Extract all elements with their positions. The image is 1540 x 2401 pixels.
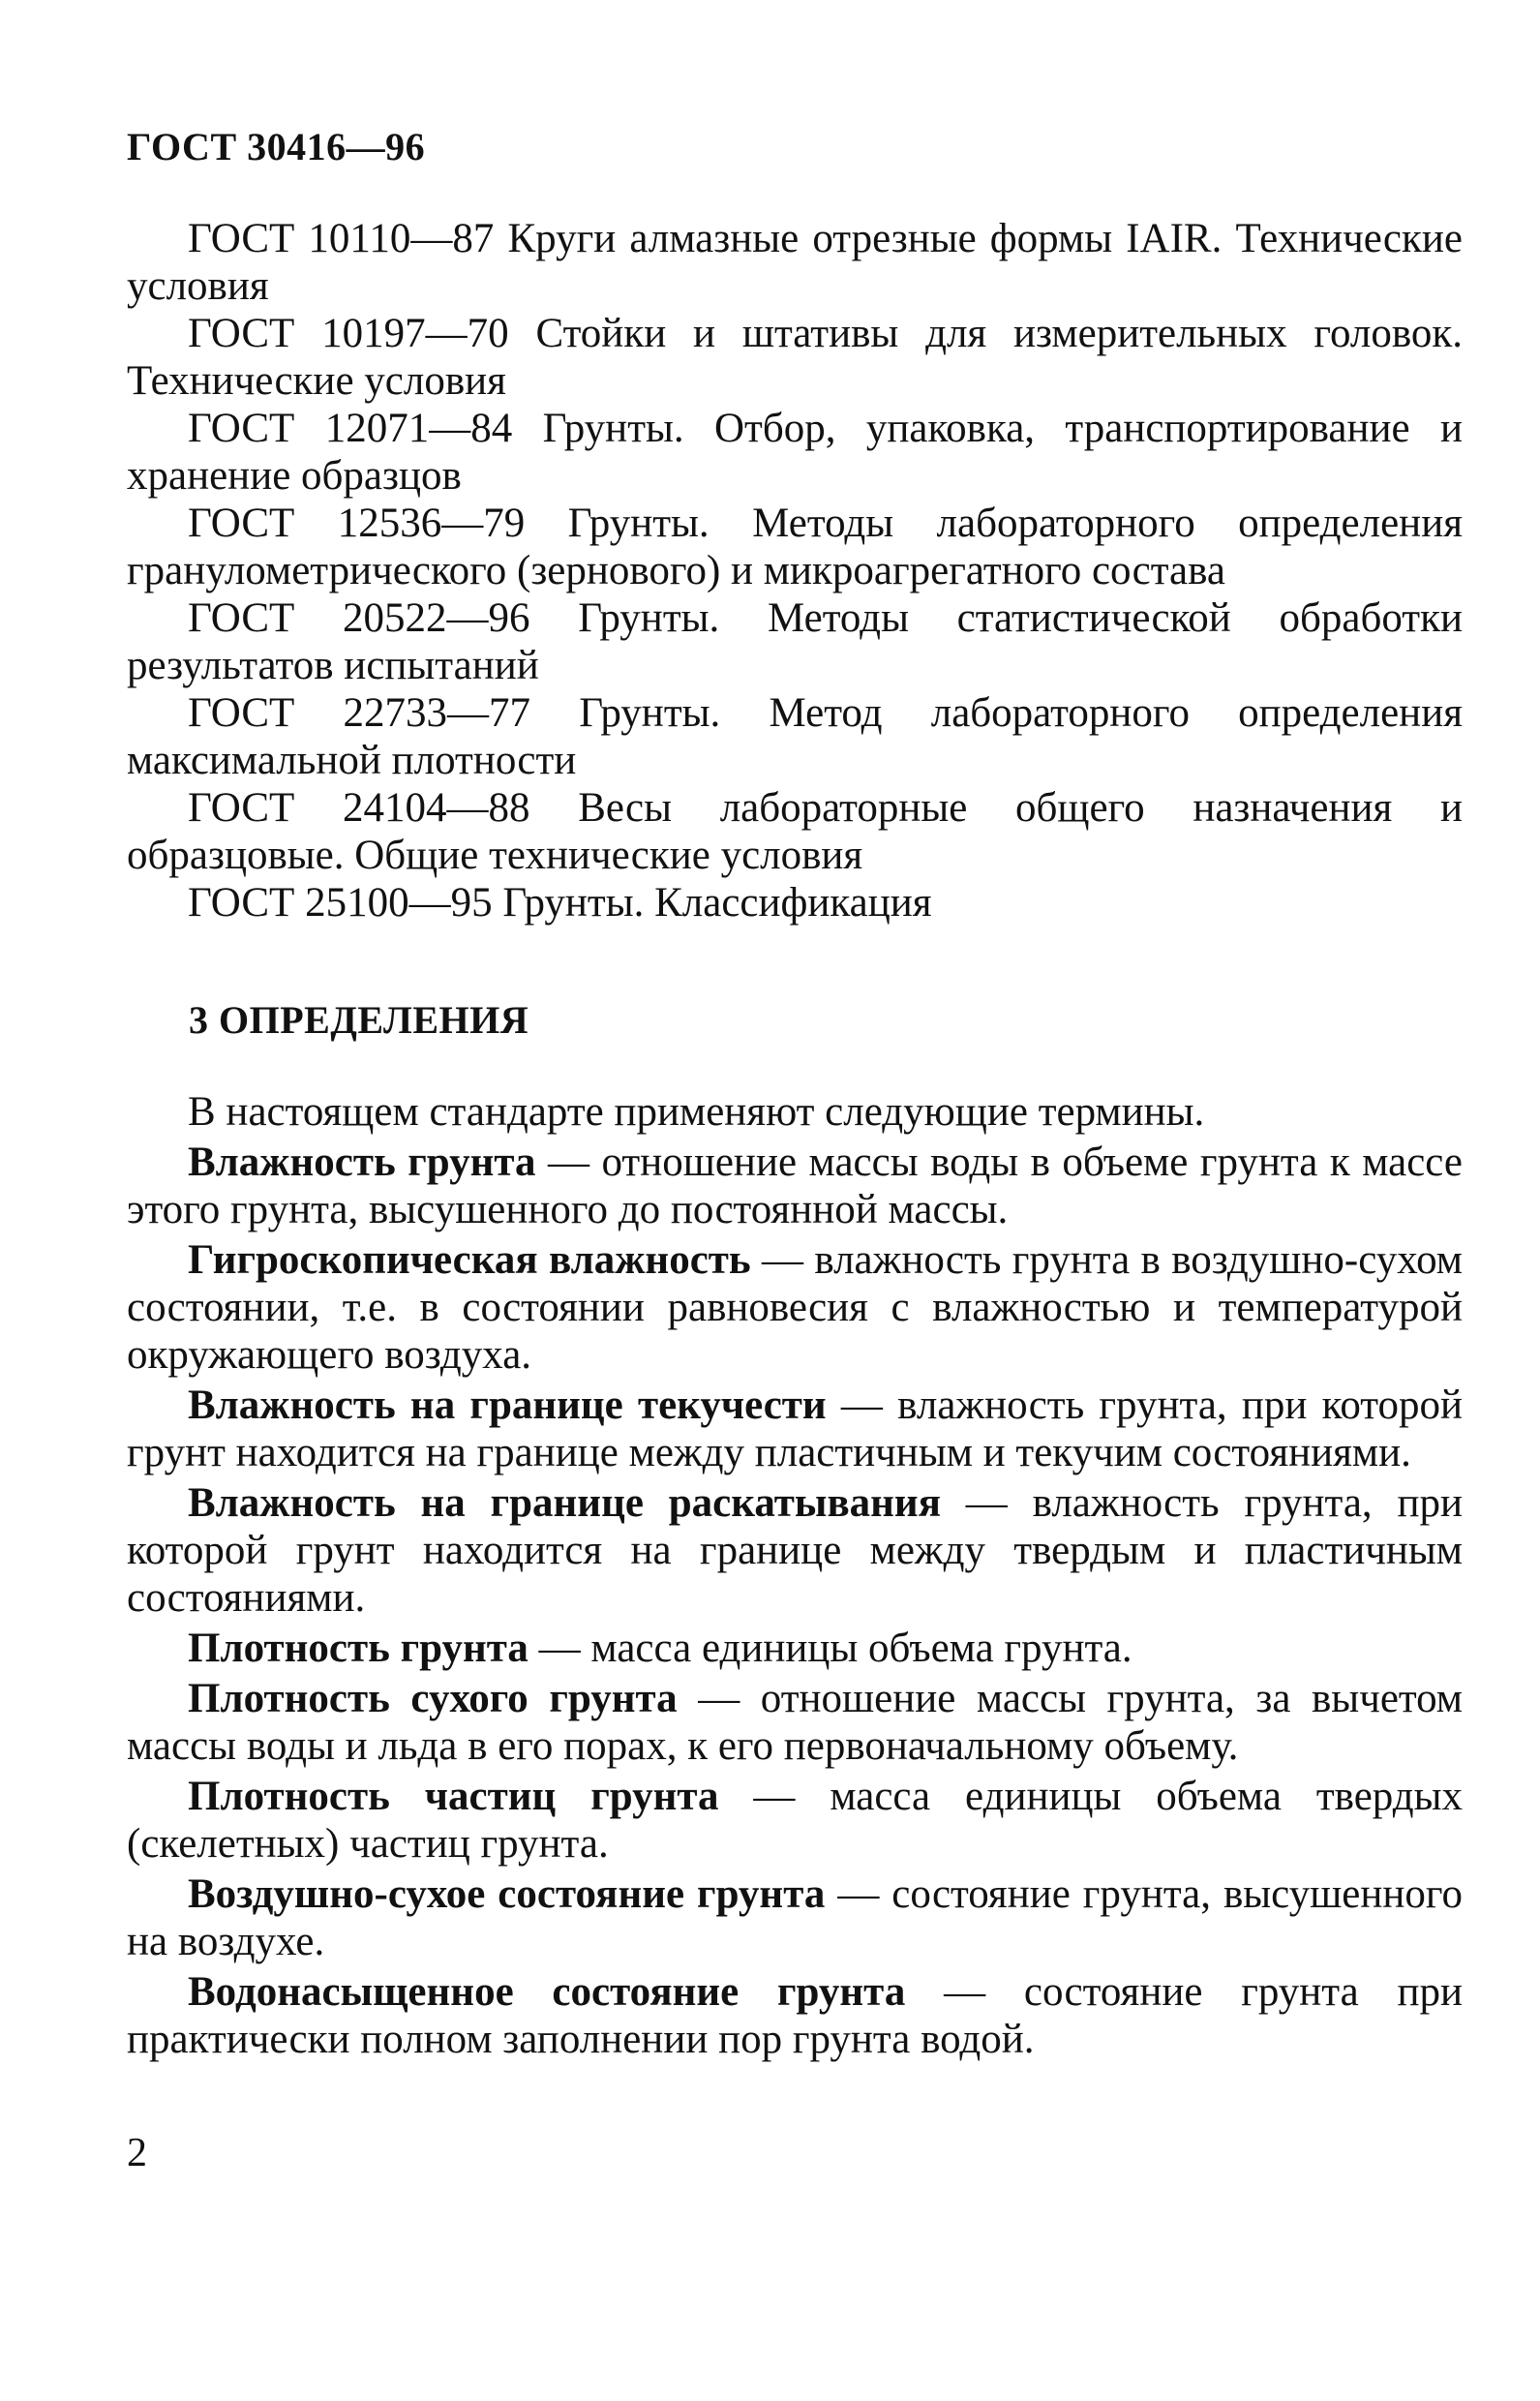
reference-item [127,500,1463,594]
definition-dash: — [535,1140,602,1185]
definition-term: Влажность на границе раскатывания [188,1480,941,1526]
definition-item [127,1139,1463,1233]
reference-item [127,215,1463,310]
definition-term: Гигроскопическая влажность [188,1237,751,1283]
definition-item [127,1675,1463,1770]
definition-term: Плотность сухого грунта [188,1676,678,1721]
definition-dash: — [826,1383,898,1428]
definition-item [127,1870,1463,1965]
definition-text: масса единицы объема грунта. [590,1626,1132,1671]
reference-title: Грунты. Методы лабораторного определения гранулометрического (зернового) и микроагрегатного состава [127,501,1463,593]
definition-text: влажность грунта, при которой грунт находится на границе между твердым и пластичным состояниями. [127,1480,1464,1621]
reference-title: Круги алмазные отрезные формы IAIR. Технические условия [127,216,1464,309]
reference-code: ГОСТ 20522—96 [188,595,530,641]
definitions-list [127,1088,1463,2066]
definition-dash: — [825,1871,892,1917]
definition-text: состояние грунта при практически полном заполнении пор грунта водой. [127,1969,1463,2062]
definition-dash: — [677,1676,761,1721]
reference-code: ГОСТ 12536—79 [188,501,526,546]
definition-term: Плотность грунта [188,1626,528,1671]
reference-item [127,405,1463,500]
definition-item [127,1773,1463,1868]
definition-item [127,1236,1463,1379]
definition-item [127,1968,1463,2063]
references-list [127,215,1463,927]
definition-dash: — [905,1969,1024,2015]
reference-title: Грунты. Классификация [502,880,932,926]
reference-title: Стойки и штативы для измерительных головок. Технические условия [127,311,1463,404]
definition-dash: — [750,1237,815,1283]
definition-term: Водонасыщенное состояние грунта [188,1969,906,2015]
reference-title: Весы лабораторные общего назначения и образцовые. Общие технические условия [127,785,1463,878]
definition-term: Плотность частиц грунта [188,1774,719,1819]
definition-dash: — [940,1480,1033,1526]
reference-title: Грунты. Отбор, упаковка, транспортирование и хранение образцов [127,406,1463,499]
reference-code: ГОСТ 10110—87 [188,216,495,261]
definition-dash: — [718,1774,830,1819]
page-number: 2 [127,2131,147,2175]
definition-term: Воздушно-сухое состояние грунта [188,1871,826,1917]
document-header: ГОСТ 30416—96 [127,125,426,168]
definition-item [127,1479,1463,1622]
reference-code: ГОСТ 22733—77 [188,690,531,736]
reference-title: Грунты. Метод лабораторного определения максимальной плотности [127,690,1463,783]
reference-item [127,594,1463,689]
definition-text: масса единицы объема твердых (скелетных) частиц грунта. [127,1774,1463,1867]
definition-text: влажность грунта, при которой грунт находится на границе между пластичным и текучим состояниями. [127,1383,1463,1475]
reference-code: ГОСТ 24104—88 [188,785,530,831]
reference-title: Грунты. Методы статистической обработки результатов испытаний [127,595,1463,688]
definition-item [127,1382,1463,1476]
reference-item [127,879,1463,927]
definition-text: влажность грунта в воздушно-сухом состоянии, т.е. в состоянии равновесия с влажностью и температурой окружающего воздуха. [127,1237,1464,1378]
reference-item [127,784,1463,879]
definition-text: отношение массы грунта, за вычетом массы воды и льда в его порах, к его первоначальному объему. [127,1676,1464,1769]
section-title: 3 ОПРЕДЕЛЕНИЯ [189,998,529,1042]
reference-item [127,310,1463,405]
definition-term: Влажность на границе текучести [188,1383,827,1428]
definition-dash: — [528,1626,591,1671]
section-intro: В настоящем стандарте применяют следующие термины. [188,1089,1205,1135]
reference-item [127,689,1463,784]
reference-code: ГОСТ 25100—95 [188,880,493,926]
reference-code: ГОСТ 10197—70 [188,311,509,356]
definition-item [127,1625,1463,1672]
definition-text: состояние грунта, высушенного на воздухе. [127,1871,1463,1964]
reference-code: ГОСТ 12071—84 [188,406,513,451]
definition-term: Влажность грунта [188,1140,536,1185]
definition-text: отношение массы воды в объеме грунта к массе этого грунта, высушенного до постоянной массы. [127,1140,1463,1232]
